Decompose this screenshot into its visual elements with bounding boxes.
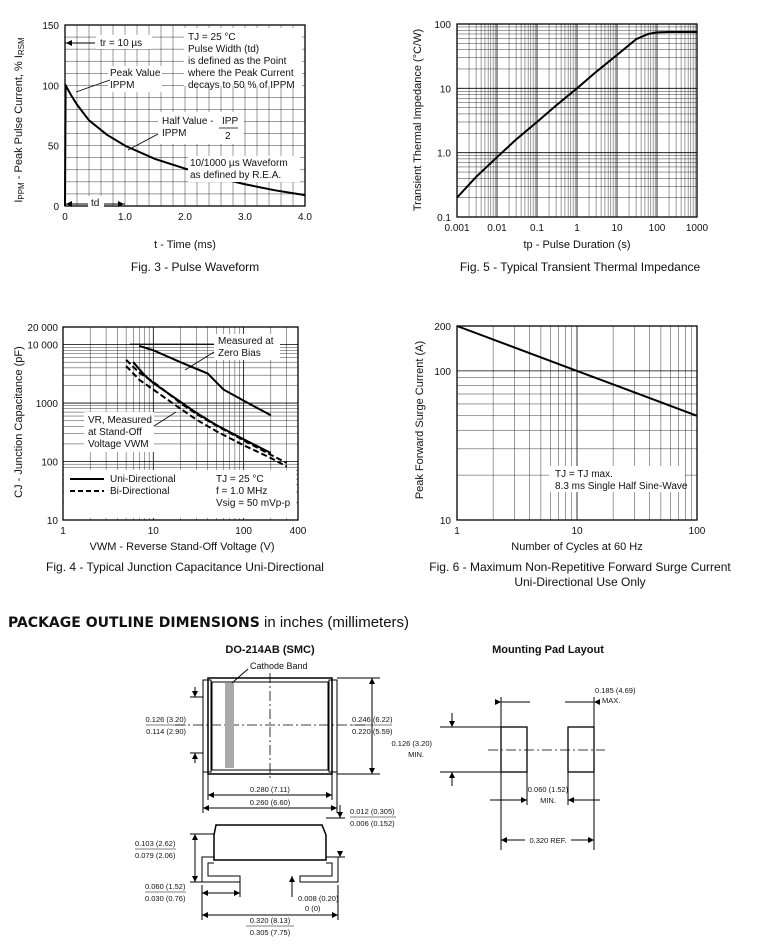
dim-width-max: 0.246 (6.22) — [352, 715, 393, 724]
dim-lead-thickness-max: 0.012 (0.305) — [350, 807, 395, 816]
fig5-caption: Fig. 5 - Typical Transient Thermal Impedance — [459, 260, 701, 274]
fig3-wave-label-2: as defined by R.E.A. — [190, 170, 282, 181]
pad-width-qualifier: MAX. — [602, 696, 621, 705]
package-drawing — [0, 635, 775, 948]
fig3-ylabel: IPPM - Peak Pulse Current, % IRSM — [13, 37, 26, 203]
dim-height-min: 0.114 (2.90) — [146, 727, 186, 736]
fig4-legend-bi: Bi-Directional — [110, 486, 170, 497]
dim-lead-length-min: 0.030 (0.76) — [145, 894, 186, 903]
pad-right — [568, 727, 594, 772]
fig4-ylabel: CJ - Junction Capacitance (pF) — [13, 346, 25, 498]
fig3-xtick: 1.0 — [118, 212, 132, 223]
fig3-tr-label: tr = 10 µs — [100, 38, 143, 49]
fig6-caption-line2: Uni-Directional Use Only — [514, 575, 646, 589]
fig3-cond-2: Pulse Width (td) — [188, 44, 260, 55]
dim-height-max: 0.126 (3.20) — [145, 715, 186, 724]
thermal-impedance-chart — [385, 0, 775, 300]
dim-standoff-min: 0 (0) — [305, 904, 321, 913]
fig6-cond-1: TJ = TJ max. — [555, 469, 613, 480]
fig5-ytick: 100 — [434, 20, 451, 31]
fig4-zero-bias-1: Measured at — [218, 336, 274, 347]
fig5-xtick: 10 — [611, 223, 623, 234]
fig6-xtick: 10 — [571, 526, 583, 537]
fig6-xtick: 1 — [454, 526, 460, 537]
fig5-ytick: 10 — [439, 84, 451, 96]
pad-height-value: 0.126 (3.20) — [391, 739, 432, 748]
fig5-ytick: 0.1 — [437, 213, 451, 224]
package-heading-bold: PACKAGE OUTLINE DIMENSIONS — [8, 615, 260, 631]
pad-gap-qualifier: MIN. — [540, 796, 556, 805]
fig3-half-frac-num: IPP — [222, 116, 239, 127]
cathode-band-label: Cathode Band — [250, 661, 308, 671]
fig3-xtick: 0 — [62, 212, 68, 223]
smc-side-body — [214, 825, 326, 860]
fig5-ylabel: Transient Thermal Impedance (°C/W) — [412, 28, 424, 212]
dim-lead-length-max: 0.060 (1.52) — [145, 882, 186, 891]
fig4-ytick: 1000 — [35, 399, 58, 411]
fig4-xtick: 100 — [235, 526, 252, 537]
fig6-ytick: 200 — [434, 322, 451, 333]
cathode-band — [225, 683, 234, 768]
fig3-xtick: 3.0 — [238, 212, 252, 223]
fig3-ytick: 150 — [42, 21, 59, 32]
fig3-ytick: 50 — [47, 141, 59, 153]
fig5-xtick: 1000 — [685, 223, 709, 234]
fig6-caption — [400, 560, 760, 590]
fig4-zero-bias-2: Zero Bias — [218, 348, 261, 359]
fig5-xtick: 1 — [574, 223, 580, 234]
fig4-ytick: 20 000 — [27, 323, 58, 334]
fig4-xlabel: VWM - Reverse Stand-Off Voltage (V) — [89, 541, 275, 553]
smc-left-lead — [203, 680, 211, 772]
fig4-vr-3: Voltage VWM — [88, 439, 149, 450]
dim-body-length-max: 0.280 (7.11) — [250, 785, 290, 794]
pad-width-value: 0.185 (4.69) — [595, 686, 636, 695]
fig6-cond-2: 8.3 ms Single Half Sine-Wave — [555, 481, 688, 492]
surge-current-chart — [385, 300, 775, 565]
smc-right-lead — [329, 680, 337, 772]
fig6-xtick: 100 — [688, 526, 706, 537]
junction-capacitance-chart — [0, 300, 385, 565]
fig4-ytick: 100 — [41, 457, 58, 469]
fig4-xtick: 10 — [147, 526, 159, 537]
fig3-xtick: 4.0 — [298, 212, 312, 223]
fig4-xtick: 1 — [60, 526, 66, 537]
package-heading-units: in inches (millimeters) — [259, 614, 410, 631]
fig5-xtick: 0.1 — [530, 223, 544, 234]
fig3-caption: Fig. 3 - Pulse Waveform — [130, 260, 260, 274]
fig3-cond-3: is defined as the Point — [188, 56, 287, 67]
fig6-xlabel: Number of Cycles at 60 Hz — [511, 541, 643, 553]
pulse-waveform-chart — [0, 0, 385, 300]
dim-body-height-max: 0.103 (2.62) — [135, 839, 176, 848]
fig3-wave-label-1: 10/1000 µs Waveform — [190, 158, 288, 169]
dim-body-length-min: 0.260 (6.60) — [249, 798, 291, 807]
fig4-cond-1: TJ = 25 °C — [216, 474, 264, 485]
fig3-cond-4: where the Peak Current — [188, 68, 294, 79]
fig5-xtick: 0.01 — [487, 223, 507, 234]
fig4-cond-2: f = 1.0 MHz — [216, 486, 268, 497]
fig5-xtick: 0.001 — [444, 223, 470, 234]
fig6-ylabel: Peak Forward Surge Current (A) — [414, 340, 426, 500]
fig4-xtick: 400 — [289, 526, 307, 537]
dim-overall-length-min: 0.305 (7.75) — [249, 928, 291, 937]
smc-title: DO-214AB (SMC) — [225, 644, 315, 656]
fig5-xlabel: tp - Pulse Duration (s) — [523, 239, 631, 251]
fig3-ytick: 100 — [42, 81, 59, 93]
fig5-ytick: 1.0 — [437, 148, 451, 160]
dim-standoff-max: 0.008 (0.20) — [298, 894, 339, 903]
fig4-ytick: 10 — [46, 516, 58, 527]
dim-width-min: 0.220 (5.59) — [352, 727, 393, 736]
fig4-legend-uni: Uni-Directional — [110, 474, 176, 485]
fig3-half-frac-den: 2 — [225, 131, 231, 142]
fig3-half-sub: IPPM — [162, 128, 187, 139]
fig3-ytick: 0 — [53, 202, 59, 213]
dim-lead-thickness-min: 0.006 (0.152) — [350, 819, 395, 828]
pad-left — [501, 727, 527, 772]
fig3-cond-5: decays to 50 % of IPPM — [188, 80, 295, 91]
fig3-half-label: Half Value - — [162, 116, 214, 127]
pad-gap-value: 0.060 (1.52) — [527, 785, 569, 794]
fig3-cond-1: TJ = 25 °C — [188, 32, 236, 43]
pad-layout-title: Mounting Pad Layout — [492, 644, 604, 656]
package-heading — [8, 614, 409, 631]
fig3-td-label: td — [91, 198, 100, 209]
fig3-peak-label: Peak Value — [110, 68, 161, 79]
fig6-caption-line1: Fig. 6 - Maximum Non-Repetitive Forward Surge Current — [429, 560, 731, 574]
fig3-xlabel: t - Time (ms) — [154, 239, 216, 251]
fig4-caption: Fig. 4 - Typical Junction Capacitance Uni-Directional — [46, 560, 324, 574]
fig4-vr-1: VR, Measured — [88, 415, 152, 426]
fig5-xtick: 100 — [648, 223, 666, 234]
dim-overall-length-max: 0.320 (8.13) — [249, 916, 291, 925]
pad-height-qualifier: MIN. — [408, 750, 424, 759]
dim-body-height-min: 0.079 (2.06) — [135, 851, 176, 860]
fig4-vr-2: at Stand-Off — [88, 427, 142, 438]
fig3-peak-sub: IPPM — [110, 80, 135, 91]
fig6-ytick: 10 — [439, 516, 451, 527]
fig4-cond-3: Vsig = 50 mVp-p — [216, 498, 291, 509]
pad-pitch-ref: 0.320 REF. — [529, 836, 567, 845]
fig4-ytick: 10 000 — [27, 340, 58, 352]
fig3-xtick: 2.0 — [178, 212, 192, 223]
fig6-ytick: 100 — [434, 366, 451, 378]
